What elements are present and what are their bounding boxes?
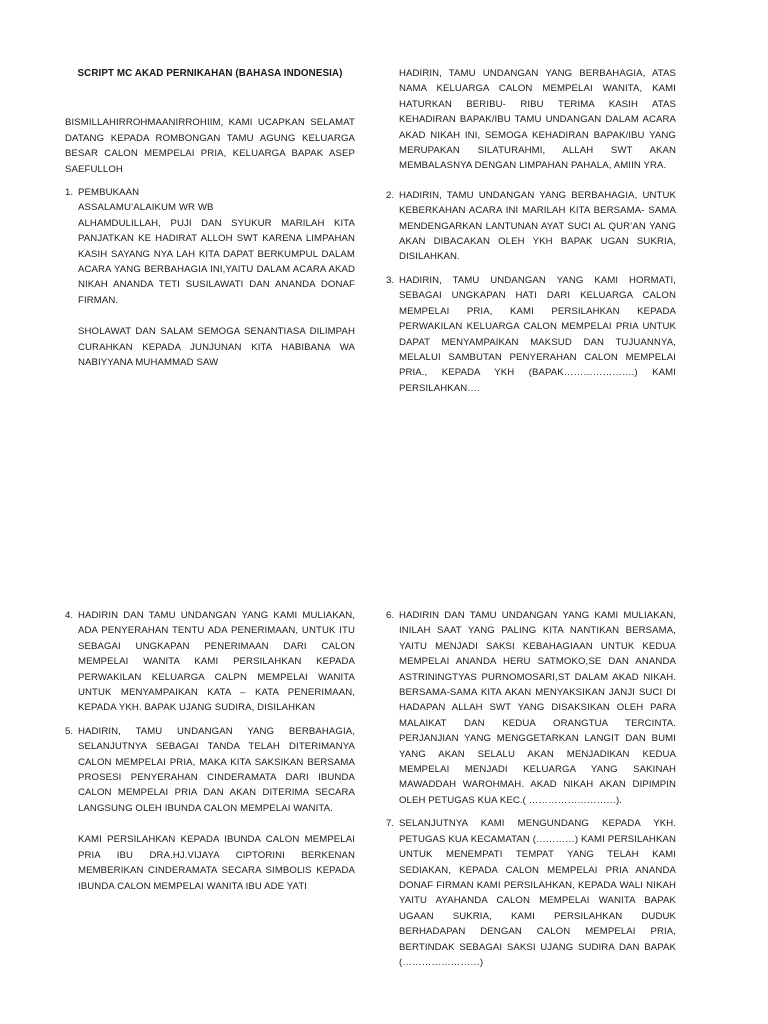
item-6-text: HADIRIN DAN TAMU UNDANGAN YANG KAMI MULIAKAN, INILAH SAAT YANG PALING KITA NANTIKAN BERSAMA, YAITU MENJADI SAKSI KEBAHAGIAAN UNTUK KEDUA MEMPELAI ANANDA HERU SATMOKO,SE DAN ANANDA ASTRININGTYAS PURNOMOSARI,ST DALAM AKAD NIKAH. BERSAMA-SAMA KITA AKAN MENYAKSIKAN JANJI SUCI DI HADAPAN ALLAH SWT YANG DISAKSIKAN OLEH PARA MALAIKAT DAN KEDUA ORANGTUA TERCINTA. PERJANJIAN YANG MENGGETARKAN LANGIT DAN BUMI YANG AKAN SELALU AKAN MENJADIKAN KEDUA MEMPELAI MENJADI KELUARGA YANG SAKINAH MAWADDAH WAROHMAH. AKAD NIKAH AKAN DIPIMPIN OLEH PETUGAS KUA KEC.( ………………………). (399, 610, 676, 806)
list-item-2 (386, 188, 676, 265)
item-number: 2. (386, 189, 395, 201)
top-right-column (386, 66, 676, 396)
top-left-column (65, 66, 355, 371)
bottom-right-column (386, 608, 676, 970)
right-top-paragraph: HADIRIN, TAMU UNDANGAN YANG BERBAHAGIA, ATAS NAMA KELUARGA CALON MEMPELAI WANITA, KAMI HATURKAN BERIBU- RIBU TERIMA KASIH ATAS KEHADIRAN BAPAK/IBU TAMU UNDANGAN DALAM ACARA AKAD NIKAH INI, SEMOGA KEHADIRAN BAPAK/IBU YANG MERUPAKAN SILATURAHMI, ALLAH SWT AKAN MEMBALASNYA DENGAN LIMPAHAN PAHALA, AMIIN YRA. (399, 68, 676, 172)
item-5-text-2: KAMI PERSILAHKAN KEPADA IBUNDA CALON MEMPELAI PRIA IBU DRA.HJ.VIJAYA CIPTORINI BERKENAN MEMBERIKAN CINDERAMATA SECARA SIMBOLIS KEPADA IBUNDA CALON MEMPELAI WANITA IBU ADE YATI (78, 834, 355, 892)
list-item-1 (65, 185, 355, 370)
list-item-3 (386, 273, 676, 396)
item-1-paragraph-2: SHOLAWAT DAN SALAM SEMOGA SENANTIASA DILIMPAH CURAHKAN KEPADA JUNJUNAN KITA HABIBANA WA NABIYYANA MUHAMMAD SAW (78, 326, 355, 369)
list-item-4 (65, 608, 355, 716)
item-7-text: SELANJUTNYA KAMI MENGUNDANG KEPADA YKH. PETUGAS KUA KECAMATAN (…………) KAMI PERSILAHKAN UNTUK MENEMPATI TEMPAT YANG TELAH KAMI SEDIAKAN, KEPADA CALON MEMPELAI PRIA ANANDA DONAF FIRMAN KAMI PERSILAHKAN, KEPADA WALI NIKAH YAITU AYAHANDA CALON MEMPELAI WANITA BAPAK UGAAN SUKRIA, KAMI PERSILAHKAN DUDUK BERHADAPAN DENGAN CALON MEMPELAI PRIA, BERTINDAK SEBAGAI SAKSI UJANG SUDIRA DAN BAPAK (……………………) (399, 818, 676, 968)
list-item-6 (386, 608, 676, 808)
item-number: 7. (386, 818, 395, 830)
intro-paragraph: BISMILLAHIRROHMAANIRROHIIM, KAMI UCAPKAN SELAMAT DATANG KEPADA ROMBONGAN TAMU AGUNG KELUARGA BESAR CALON MEMPELAI PRIA, KELUARGA BAPAK ASEP SAEFULLOH (65, 117, 355, 175)
document-title: SCRIPT MC AKAD PERNIKAHAN (BAHASA INDONESIA) (77, 68, 343, 79)
list-item-5 (65, 724, 355, 894)
item-number: 6. (386, 610, 395, 621)
item-4-text: HADIRIN DAN TAMU UNDANGAN YANG KAMI MULIAKAN, ADA PENYERAHAN TENTU ADA PENERIMAAN, UNTUK ITU SEBAGAI UNGKAPAN PENERIMAAN DARI CALON MEMPELAI WANITA KAMI PERSILAHKAN KEPADA PERWAKILAN KELUARGA CALPN MEMPELAI WANITA UNTUK MENYAMPAIKAN KATA – KATA PENERIMAAN, KEPADA YKH. BAPAK UJANG SUDIRA, DISILAHKAN (78, 610, 355, 714)
item-1-salam: ASSALAMU’ALAIKUM WR WB (78, 202, 214, 214)
item-2-text: HADIRIN, TAMU UNDANGAN YANG BERBAHAGIA, UNTUK KEBERKAHAN ACARA INI MARILAH KITA BERSAMA- SAMA MENDENGARKAN LANTUNAN AYAT SUCI AL QUR’AN YANG AKAN DIBACAKAN OLEH YKH BAPAK UGAN SUKRIA, DISILAHKAN. (399, 189, 676, 263)
item-1-paragraph-1: ALHAMDULILLAH, PUJI DAN SYUKUR MARILAH KITA PANJATKAN KE HADIRAT ALLOH SWT KARENA LIMPAHAN KASIH SAYANG NYA LAH KITA DAPAT BERKUMPUL DALAM ACARA YANG BERBAHAGIA INI,YAITU DALAM ACARA AKAD NIKAH ANANDA TETI SUSILAWATI DAN ANANDA DONAF FIRMAN. (78, 217, 355, 306)
item-3-text: HADIRIN, TAMU UNDANGAN YANG KAMI HORMATI, SEBAGAI UNGKAPAN HATI DARI KELUARGA CALON MEMPELAI PRIA, KAMI PERSILAHKAN KEPADA PERWAKILAN KELUARGA CALON MEMPELAI PRIA UNTUK DAPAT MENYAMPAIKAN MAKSUD DAN TUJUANNYA, MELALUI SAMBUTAN PENYERAHAN CALON MEMPELAI PRIA., KEPADA YKH (BAPAK………………….) KAMI PERSILAHKAN…. (399, 274, 676, 394)
bottom-left-column (65, 608, 355, 894)
list-item-7 (386, 816, 676, 970)
item-number: 1. (65, 187, 74, 199)
item-number: 3. (386, 274, 395, 286)
item-number: 5. (65, 725, 74, 737)
item-5-text: HADIRIN, TAMU UNDANGAN YANG BERBAHAGIA, SELANJUTNYA SEBAGAI TANDA TELAH DITERIMANYA CALON MEMPELAI PRIA, MAKA KITA SAKSIKAN BERSAMA PROSESI PENYERAHAN CINDERAMATA DARI IBUNDA CALON MEMPELAI PRIA DAN AKAN DITERIMA SECARA LANGSUNG OLEH IBUNDA CALON MEMPELAI WANITA. (78, 725, 355, 814)
item-1-heading: PEMBUKAAN (78, 187, 140, 199)
item-number: 4. (65, 610, 74, 621)
